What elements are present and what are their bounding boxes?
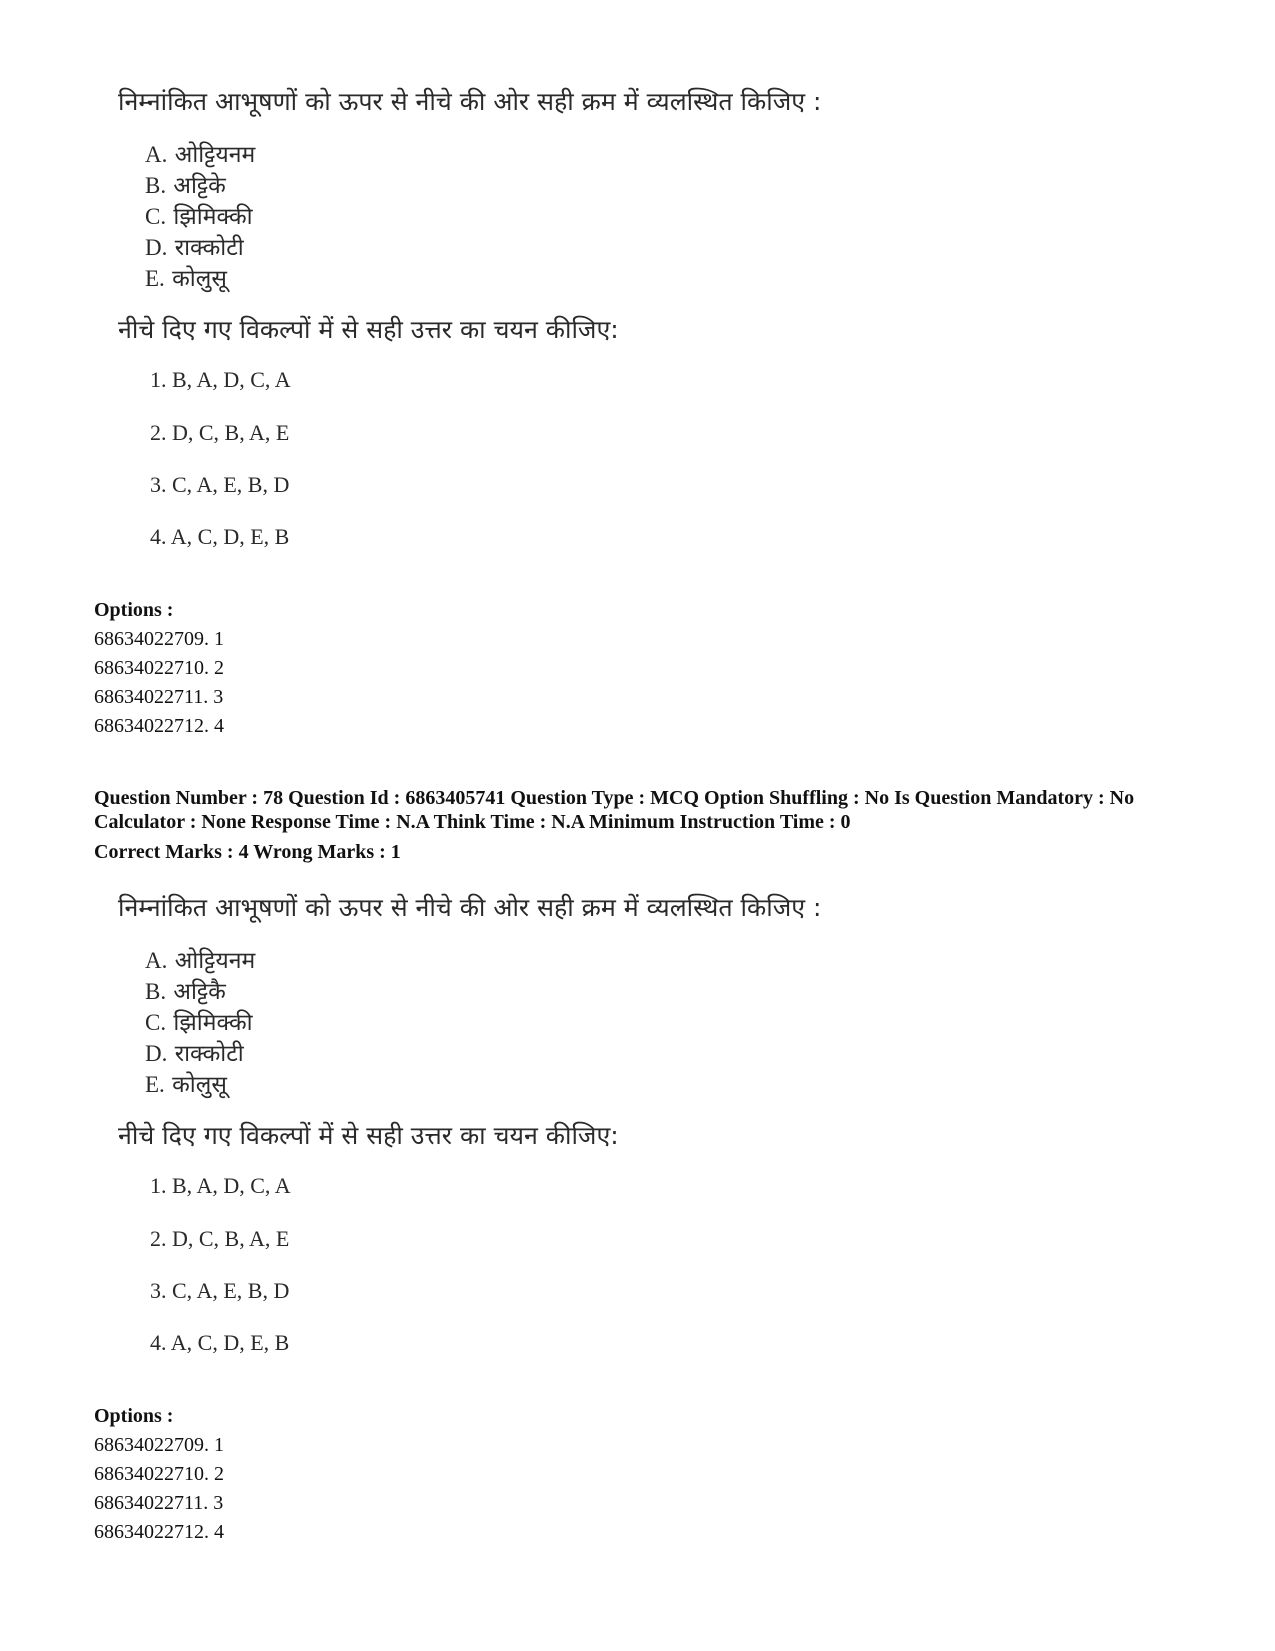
item-text: ओट्टियनम: [174, 948, 256, 974]
item-text: झिमिक्की: [173, 204, 253, 230]
answer-choice: 4. A, C, D, E, B: [150, 524, 290, 549]
marks-line: Correct Marks : 4 Wrong Marks : 1: [94, 841, 401, 863]
item-text: अट्टिके: [173, 173, 226, 199]
question-meta-line: Question Number : 78 Question Id : 6863405741 Question Type : MCQ Option Shuffling : No Is Question Mandatory : No Calculator : None Response Time : N.A Think Time : N.A Minimum Instruction Time : 0: [94, 787, 1135, 833]
answer-choice: 3. C, A, E, B, D: [150, 1278, 290, 1303]
item-text: झिमिक्की: [173, 1010, 253, 1036]
options-list: [94, 596, 224, 741]
option-row: 68634022710. 2: [94, 1463, 224, 1485]
answer-choice: 1. B, A, D, C, A: [150, 1173, 291, 1198]
item-letter: C.: [145, 204, 167, 229]
question-prompt: निम्नांकित आभूषणों को ऊपर से नीचे की ओर सही क्रम में व्यलस्थित किजिए :: [118, 87, 822, 116]
item-letter: A.: [145, 948, 168, 973]
list-item: [145, 1036, 244, 1068]
list-item: [145, 1067, 227, 1099]
list-item: [145, 168, 226, 200]
select-prompt: नीचे दिए गए विकल्पों में से सही उत्तर का चयन कीजिए:: [118, 1121, 619, 1150]
question-prompt: निम्नांकित आभूषणों को ऊपर से नीचे की ओर सही क्रम में व्यलस्थित किजिए :: [118, 893, 822, 922]
options-list: [94, 1402, 224, 1547]
answer-choice: 2. D, C, B, A, E: [150, 420, 290, 445]
list-item: [145, 974, 226, 1006]
question-meta: [94, 786, 1214, 864]
item-text: ओट्टियनम: [174, 142, 256, 168]
list-item: [145, 943, 255, 975]
option-row: 68634022712. 4: [94, 715, 224, 737]
item-text: कोलुसू: [172, 266, 227, 292]
item-letter: B.: [145, 979, 167, 1004]
list-item: [145, 1005, 253, 1037]
option-row: 68634022711. 3: [94, 686, 224, 708]
answer-choice: 3. C, A, E, B, D: [150, 472, 290, 497]
list-item: [145, 199, 253, 231]
item-text: राक्कोटी: [174, 1041, 244, 1067]
item-letter: E.: [145, 1072, 165, 1097]
item-text: राक्कोटी: [174, 235, 244, 261]
option-row: 68634022712. 4: [94, 1521, 224, 1543]
item-letter: C.: [145, 1010, 167, 1035]
item-letter: A.: [145, 142, 168, 167]
item-letter: B.: [145, 173, 167, 198]
options-title: Options :: [94, 1405, 174, 1427]
answer-choice: 2. D, C, B, A, E: [150, 1226, 290, 1251]
item-letter: E.: [145, 266, 165, 291]
item-text: अट्टिकै: [173, 979, 226, 1005]
option-row: 68634022709. 1: [94, 628, 224, 650]
select-prompt: नीचे दिए गए विकल्पों में से सही उत्तर का चयन कीजिए:: [118, 315, 619, 344]
item-text: कोलुसू: [172, 1072, 227, 1098]
list-item: [145, 261, 227, 293]
option-row: 68634022711. 3: [94, 1492, 224, 1514]
item-letter: D.: [145, 1041, 168, 1066]
answer-choice: 1. B, A, D, C, A: [150, 367, 291, 392]
option-row: 68634022710. 2: [94, 657, 224, 679]
answer-choice: 4. A, C, D, E, B: [150, 1330, 290, 1355]
options-title: Options :: [94, 599, 174, 621]
option-row: 68634022709. 1: [94, 1434, 224, 1456]
item-letter: D.: [145, 235, 168, 260]
list-item: [145, 137, 255, 169]
list-item: [145, 230, 244, 262]
